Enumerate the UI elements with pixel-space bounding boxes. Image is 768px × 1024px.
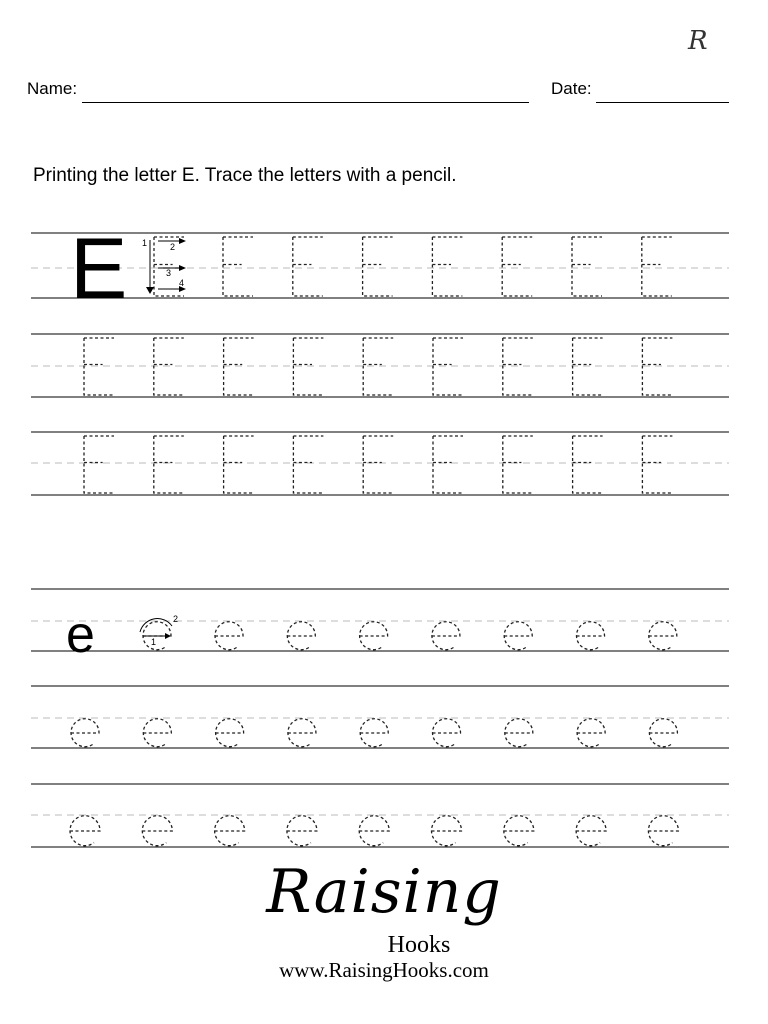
dashed-lowercase-e — [360, 719, 388, 747]
model-lowercase-letter — [66, 606, 95, 664]
dashed-lowercase-e — [577, 719, 605, 747]
uppercase-trace-letters[interactable] — [84, 237, 672, 493]
footer-url: www.RaisingHooks.com — [279, 958, 489, 982]
stroke-number: 4 — [179, 278, 185, 288]
dashed-lowercase-e — [504, 622, 532, 650]
dashed-lowercase-e — [143, 719, 171, 747]
dashed-uppercase-e — [503, 436, 533, 493]
dashed-lowercase-e — [648, 816, 678, 846]
dashed-uppercase-e — [642, 237, 672, 296]
dashed-uppercase-e — [433, 436, 463, 493]
svg-text:E: E — [70, 221, 128, 317]
stroke-2-arrowhead — [179, 238, 186, 244]
dashed-uppercase-e — [224, 436, 254, 493]
dashed-lowercase-e — [432, 622, 460, 650]
dashed-uppercase-e — [363, 237, 393, 296]
dashed-lowercase-e — [215, 622, 243, 650]
dashed-lowercase-e — [215, 816, 245, 846]
dashed-uppercase-e — [573, 436, 603, 493]
dashed-uppercase-e — [293, 237, 323, 296]
dashed-uppercase-e — [363, 436, 393, 493]
stroke-number: 1 — [151, 637, 157, 647]
dashed-uppercase-e — [432, 237, 462, 296]
dashed-uppercase-e — [223, 237, 253, 296]
dashed-lowercase-e — [577, 622, 605, 650]
svg-text:e: e — [66, 606, 95, 664]
dashed-lowercase-e — [433, 719, 461, 747]
dashed-uppercase-e — [293, 436, 323, 493]
guide-lines — [31, 233, 729, 847]
footer-brand-sub: Hooks — [387, 932, 451, 958]
dashed-lowercase-e — [504, 816, 534, 846]
dashed-uppercase-e — [154, 436, 184, 493]
dashed-lowercase-e — [71, 719, 99, 747]
dashed-lowercase-e — [649, 622, 677, 650]
dashed-lowercase-e — [287, 816, 317, 846]
corner-monogram: R — [688, 26, 708, 56]
stroke-1-arrowhead — [146, 287, 154, 294]
dashed-lowercase-e — [649, 719, 677, 747]
dashed-lowercase-e — [432, 816, 462, 846]
dashed-uppercase-e — [84, 436, 114, 493]
footer-brand-logo: Raising — [266, 857, 502, 927]
dashed-lowercase-e — [142, 816, 172, 846]
lowercase-trace-letters[interactable] — [70, 622, 678, 846]
stroke-number: 1 — [142, 238, 148, 248]
dashed-uppercase-e — [502, 237, 532, 296]
dashed-lowercase-e — [360, 622, 388, 650]
stroke-3-arrowhead — [179, 265, 186, 271]
stroke-order-lowercase — [140, 614, 178, 650]
dashed-uppercase-e — [642, 436, 672, 493]
date-label: Date: — [551, 79, 592, 98]
stroke-number: 3 — [166, 268, 172, 278]
dashed-lowercase-e — [287, 622, 315, 650]
dashed-lowercase-e — [505, 719, 533, 747]
dashed-uppercase-e — [572, 237, 602, 296]
stroke-order-uppercase — [142, 237, 186, 296]
dashed-lowercase-e — [576, 816, 606, 846]
stroke-number: 2 — [173, 614, 179, 624]
dashed-lowercase-e — [288, 719, 316, 747]
instructions-text: Printing the letter E. Trace the letters with a pencil. — [33, 165, 457, 186]
dashed-lowercase-e — [70, 816, 100, 846]
dashed-lowercase-e — [359, 816, 389, 846]
name-label: Name: — [27, 79, 78, 98]
dashed-lowercase-e — [216, 719, 244, 747]
stroke-number: 2 — [170, 242, 176, 252]
dashed-uppercase-e — [433, 338, 463, 395]
model-uppercase-letter — [70, 221, 127, 317]
stroke-1-arrowhead — [165, 633, 171, 639]
